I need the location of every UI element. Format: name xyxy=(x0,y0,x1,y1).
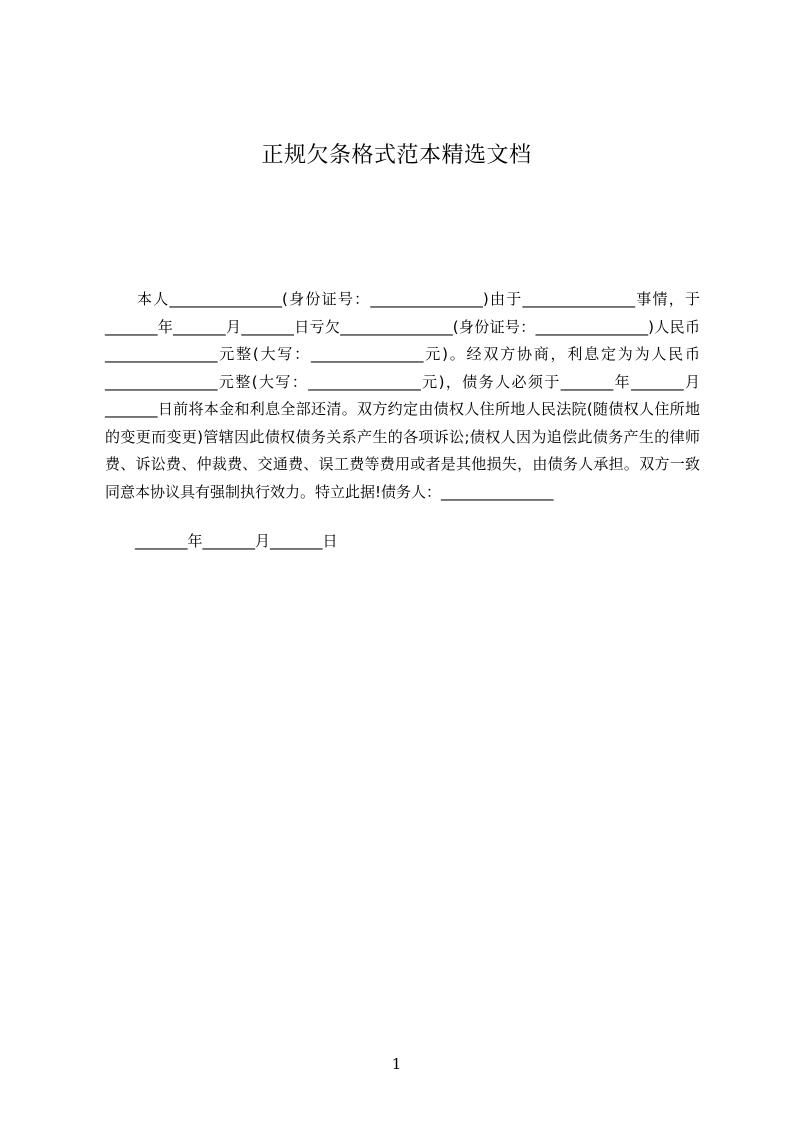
page-number: 1 xyxy=(391,1055,402,1073)
signature-date-line: _______年_______月_______日 xyxy=(135,532,338,550)
document-title: 正规欠条格式范本精选文档 xyxy=(261,143,532,168)
document-body: 本人_______________(身份证号：_______________)由于_______________事情，于_______年_______月_______日亏欠_______________(身份证号：_______________)人民币_______________元整(大写：_______________元)。经双方协商，利息定为为人民币_______________元整(大写：_______________元)，债务人必须于_______年_______月_______日前将本金和利息全部还清。双方约定由债权人住所地人民法院(随债权人住所地的变更而变更)管辖因此债权债务关系产生的各项诉讼;债权人因为追偿此债务产生的律师费、诉讼费、仲裁费、交通费、误工费等费用或者是其他损失，由债务人承担。双方一致同意本协议具有强制执行效力。特立此据!债务人：_______________ xyxy=(105,290,700,501)
